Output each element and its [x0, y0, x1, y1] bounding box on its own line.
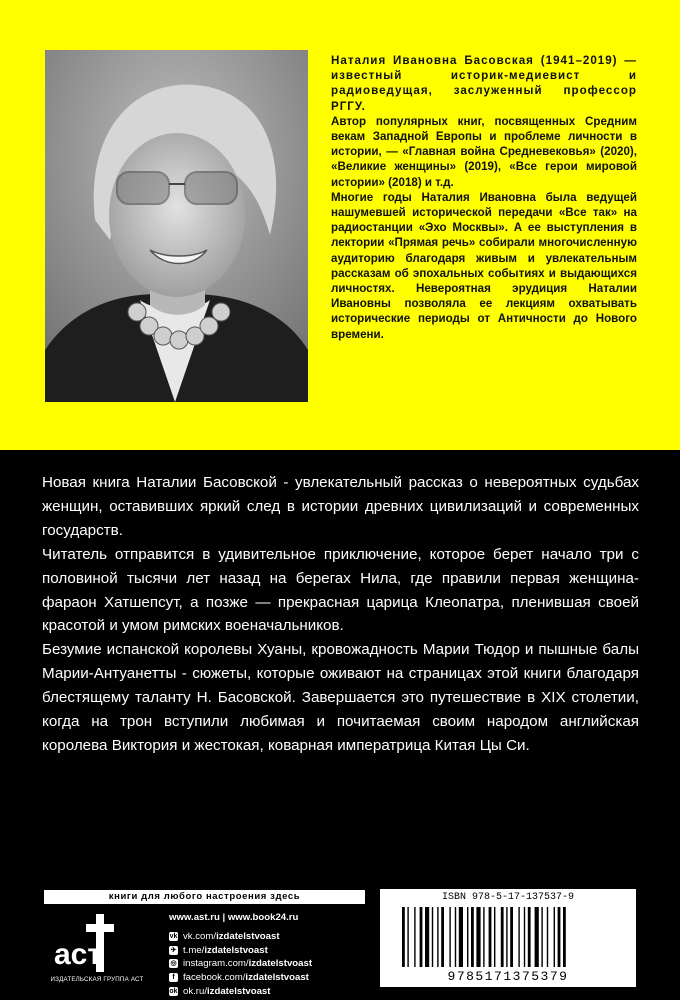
barcode-digits: 9785171375379: [447, 969, 569, 984]
barcode-bar: [541, 907, 542, 967]
social-link-vk[interactable]: [169, 930, 312, 944]
publisher-name: ИЗДАТЕЛЬСКАЯ ГРУППА АСТ: [50, 976, 144, 983]
barcode-bar: [471, 907, 474, 967]
barcode-bar: [535, 907, 539, 967]
barcode-bars: [398, 907, 618, 967]
bio-paragraph-radio: Многие годы Наталия Ивановна была ведущей нашумевшей исторической передачи «Все так» на радиостанции «Эхо Москвы». А ее выступления в лектории «Прямая речь» собирали многочисленную аудиторию благодаря живым и увлекательным рассказам об эпохальных событиях и выдающихся личностях. Невероятная эрудиция Наталии Ивановны позволяла ее лекциям охватывать исторические периоды от Античности до Нового времени.: [331, 190, 637, 341]
bio-paragraph-books: Автор популярных книг, посвященных Средним векам Западной Европы и проблеме личности в истории, — «Главная война Средневековья» (2020), «Великие женщины» (2019), «Все герои мировой истории» (2018) и т.д.: [331, 114, 637, 189]
social-handle: izdatelstvoast: [204, 944, 268, 956]
barcode-bar: [494, 907, 495, 967]
bio-paragraph-intro: Наталия Ивановна Басовская (1941–2019) — известный историк-медиевист и радиоведущая, заслуженный профессор РГГУ.: [331, 54, 637, 113]
social-links: [169, 930, 312, 998]
yellow-header-panel: [0, 0, 680, 450]
social-prefix: facebook.com/: [183, 972, 246, 984]
barcode-bar: [455, 907, 456, 967]
description-paragraph: Читатель отправится в удивительное приключение, которое берет начало три с половиной тысячи лет назад на берегах Нила, где правили первая женщина-фараон Хатшепсут, а позже — прекрасная царица Клеопатра, пленившая своей красотой и умом римских военачальников.: [42, 545, 639, 635]
barcode-bar: [489, 907, 492, 967]
barcode-panel: [380, 889, 636, 987]
odnoklassniki-icon: ok: [169, 987, 178, 995]
logo-lettering: аст: [54, 938, 103, 971]
barcode-bar: [476, 907, 480, 967]
social-prefix: vk.com/: [183, 931, 217, 943]
vk-icon: vk: [169, 933, 178, 941]
barcode-bar: [563, 907, 566, 967]
barcode-bar: [506, 907, 507, 967]
tagline-banner: книги для любого настроения здесь: [44, 890, 365, 904]
barcode-bar: [518, 907, 519, 967]
description-paragraph: Безумие испанской королевы Хуаны, кровожадность Марии Тюдор и пышные балы Марии-Антуанетты - сюжеты, которые оживают на страницах этой книги благодаря блестящему таланту Н. Басовской. Завершается это путешествие в XIX столетии, когда на трон вступили любимая и почитаемая своим народом английская королева Виктория и жестокая, коварная императрица Китая Цы Си.: [42, 641, 639, 754]
author-bio: [331, 53, 637, 342]
social-prefix: instagram.com/: [183, 958, 249, 970]
barcode-bar: [449, 907, 450, 967]
barcode-bar: [420, 907, 423, 967]
barcode-bar: [425, 907, 429, 967]
barcode-bar: [467, 907, 468, 967]
social-handle: izdatelstvoast: [245, 972, 309, 984]
barcode-bar: [483, 907, 484, 967]
barcode-bar: [510, 907, 513, 967]
isbn-number: ISBN 978-5-17-137537-9: [441, 892, 575, 903]
barcode-bar: [437, 907, 438, 967]
barcode-bar: [547, 907, 548, 967]
social-prefix: ok.ru/: [183, 985, 207, 997]
barcode-bar: [441, 907, 444, 967]
book-description: [42, 471, 639, 758]
author-photo: [45, 50, 308, 402]
barcode-bar: [554, 907, 555, 967]
social-link-telegram[interactable]: [169, 944, 312, 958]
description-paragraph: Новая книга Наталии Басовской - увлекательный рассказ о невероятных судьбах женщин, оставивших яркий след в истории древних цивилизаций и современных государств.: [42, 474, 639, 539]
barcode-bar: [414, 907, 415, 967]
social-handle: izdatelstvoast: [207, 985, 271, 997]
barcode-bar: [407, 907, 408, 967]
telegram-icon: ✈: [170, 946, 177, 954]
website-links[interactable]: www.ast.ru | www.book24.ru: [169, 912, 299, 923]
social-handle: izdatelstvoast: [248, 958, 313, 970]
social-link-instagram[interactable]: [169, 957, 312, 971]
barcode-bar: [558, 907, 561, 967]
barcode-bar: [528, 907, 531, 967]
barcode-bar: [459, 907, 463, 967]
barcode-bar: [432, 907, 433, 967]
social-handle: izdatelstvoast: [216, 931, 280, 943]
social-prefix: t.me/: [183, 944, 205, 956]
social-link-odnoklassniki[interactable]: [169, 984, 312, 998]
barcode-bar: [402, 907, 405, 967]
instagram-icon: ◎: [170, 960, 177, 968]
barcode-bar: [501, 907, 504, 967]
barcode-bar: [524, 907, 525, 967]
ast-logo: [52, 912, 130, 974]
social-link-facebook[interactable]: [169, 971, 312, 985]
facebook-icon: f: [169, 973, 178, 982]
